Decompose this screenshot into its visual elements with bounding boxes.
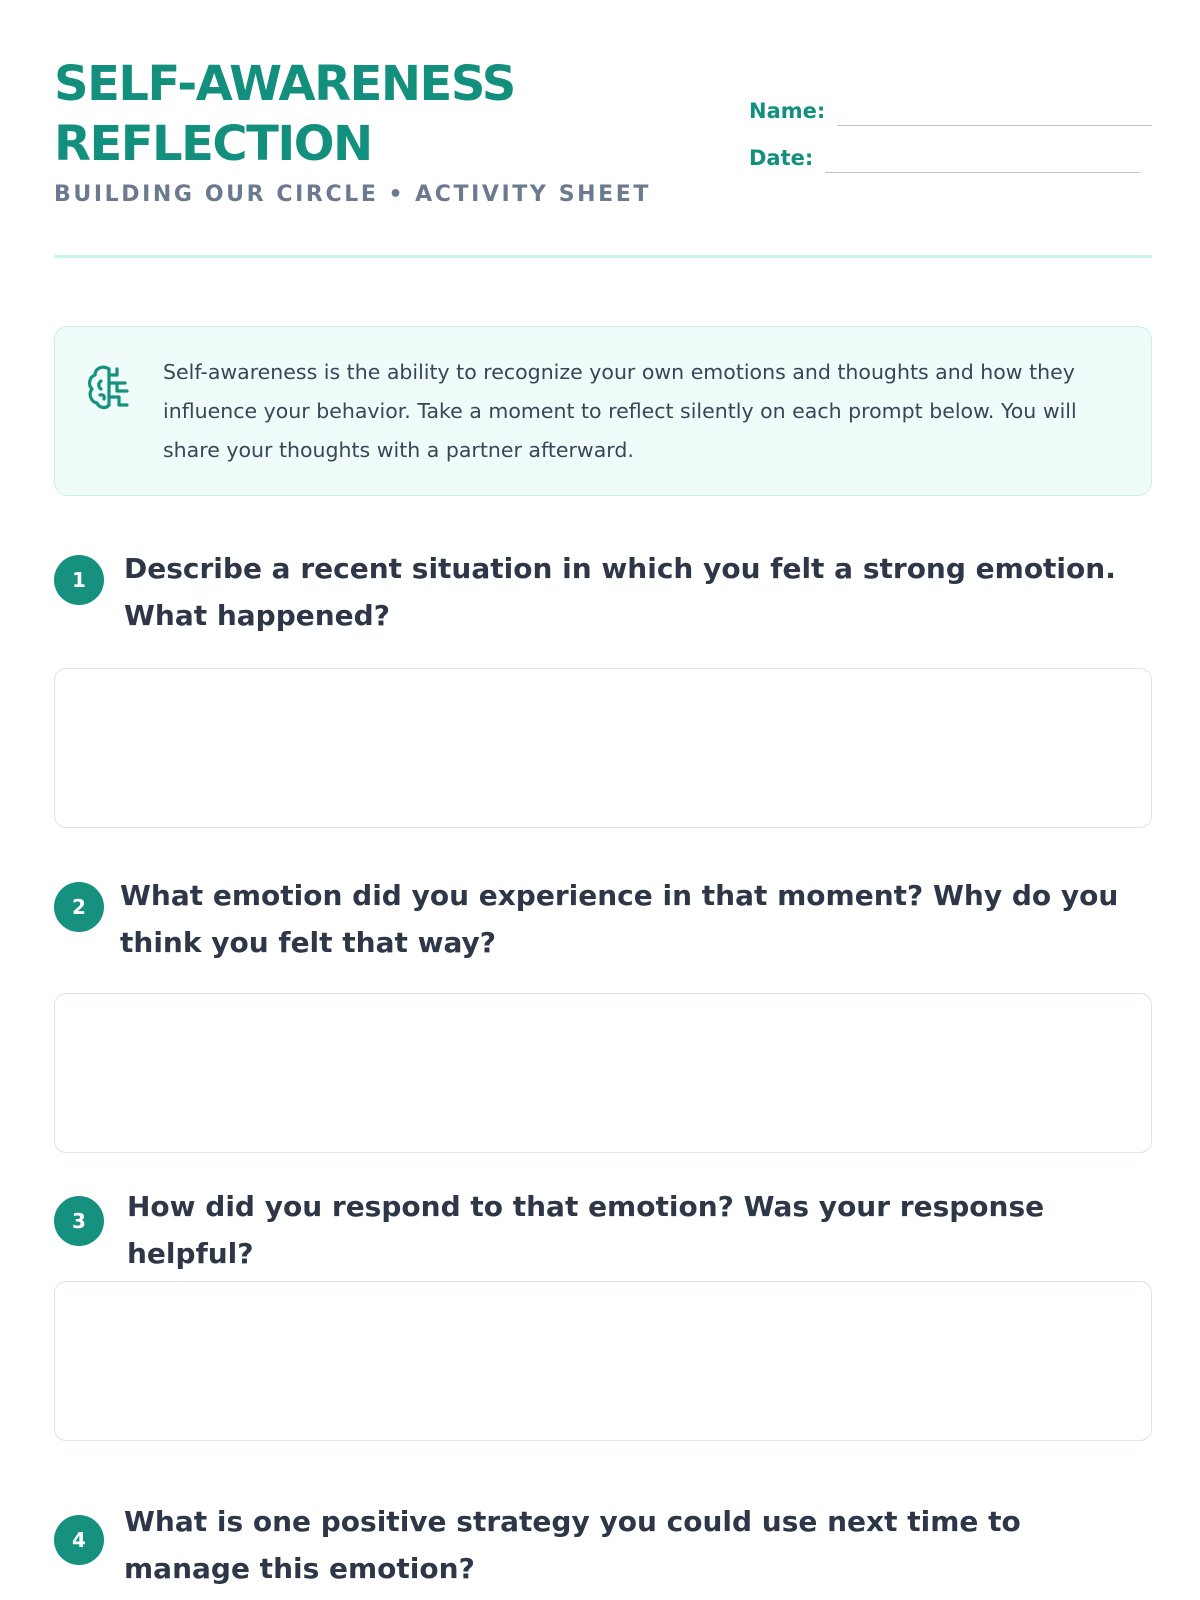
question-text: What emotion did you experience in that moment? Why do you think you felt that way? xyxy=(120,879,1119,959)
question-text: How did you respond to that emotion? Was your response helpful? xyxy=(127,1190,1045,1270)
date-row xyxy=(749,137,1152,173)
question-text: What is one positive strategy you could use next time to manage this emotion? xyxy=(124,1505,1021,1585)
title-line-2: REFLECTION xyxy=(54,116,372,172)
question-number-badge: 4 xyxy=(54,1515,104,1565)
activity-sheet xyxy=(54,0,1152,1600)
date-label: Date: xyxy=(749,146,814,170)
intro-callout xyxy=(54,326,1152,496)
subtitle-right: ACTIVITY SHEET xyxy=(415,182,652,207)
answer-box[interactable] xyxy=(54,993,1152,1153)
name-row xyxy=(749,90,1152,126)
answer-box[interactable] xyxy=(54,1281,1152,1441)
subtitle-left: BUILDING OUR CIRCLE xyxy=(54,182,379,207)
question-number-badge: 1 xyxy=(54,555,104,605)
date-field[interactable] xyxy=(825,140,1140,173)
question-text: Describe a recent situation in which you felt a strong emotion. What happened? xyxy=(124,552,1116,632)
student-info xyxy=(749,90,1152,184)
sheet-header xyxy=(54,0,1152,258)
question-number-badge: 3 xyxy=(54,1196,104,1246)
question-number-badge: 2 xyxy=(54,882,104,932)
title-line-1: SELF-AWARENESS xyxy=(54,56,515,112)
subtitle-separator: • xyxy=(388,182,406,207)
brain-icon xyxy=(83,361,135,413)
page-subtitle xyxy=(54,182,651,207)
page-title xyxy=(54,54,515,174)
answer-box[interactable] xyxy=(54,668,1152,828)
intro-text: Self-awareness is the ability to recognize your own emotions and thoughts and how they influence your behavior. Take a moment to reflect silently on each prompt below. You will share your thoughts with a partner afterward. xyxy=(163,360,1077,462)
name-field[interactable] xyxy=(837,93,1152,126)
name-label: Name: xyxy=(749,99,826,123)
